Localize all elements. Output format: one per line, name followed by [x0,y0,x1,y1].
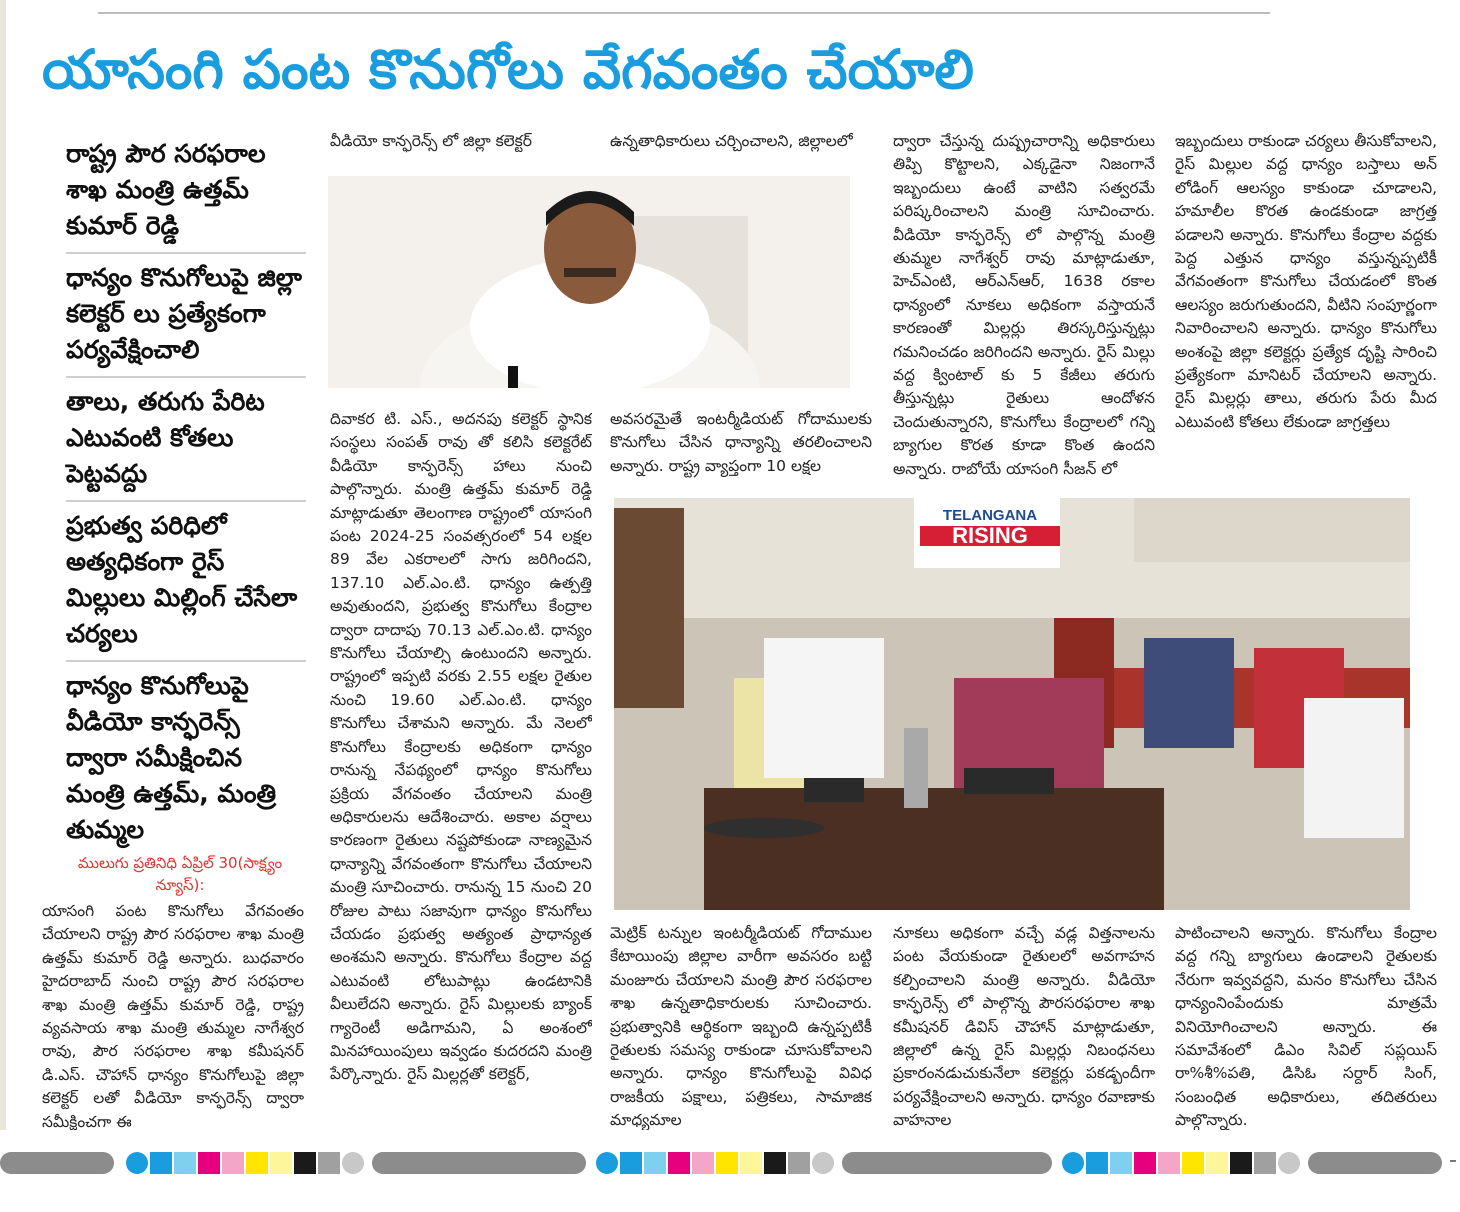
light-magenta-swatch [1158,1152,1180,1174]
light-cyan-swatch [174,1152,196,1174]
light-grey-swatch [342,1152,364,1174]
article-column-4-top: ద్వారా చేస్తున్న దుష్ప్రచారాన్ని అధికారులు తిప్పి కొట్టాలని, ఎక్కడైనా నిజంగానే ఇబ్బందులు ఉంటే వాటిని సత్వరమే పరిష్కరించాలని మంత్రి సూచించారు. వీడియో కాన్ఫరెన్స్ లో పాల్గొన్న మంత్రి తుమ్మల నాగేశ్వర్ రావు మాట్లాడుతూ, హెచ్ఎంటి, ఆర్ఎన్ఆర్, 1638 రకాల ధాన్యంలో నూకలు అధికంగా వస్తాయనే కారణంతో మిల్లర్లు తిరస్కరిస్తున్నట్లు గమనించడం జరిగిందని అన్నారు. రైస్ మిల్లు వద్ద క్వింటాల్ కు 5 కేజీలు తరుగు తీస్తున్నట్లు రైతులు ఆందోళన చెందుతున్నారని, కొనుగోలు కేంద్రాలలో గన్ని బ్యాగుల కొరత కూడా కొంత ఉందని అన్నారు. రాబోయే యాసంగి సీజన్ లో [893,132,1155,478]
light-yellow-swatch [1206,1152,1228,1174]
light-cyan-swatch [1110,1152,1132,1174]
registration-bar [1308,1152,1442,1174]
grey-swatch [1254,1152,1276,1174]
article-column-2-top: వీడియో కాన్ఫరెన్స్ లో జిల్లా కలెక్టర్ [330,132,532,150]
registration-bar [0,1152,114,1174]
banner-line-2: RISING [920,526,1060,546]
article-column-5-top: ఇబ్బందులు రాకుండా చర్యలు తీసుకోవాలని, రైస్ మిల్లుల వద్ద ధాన్యం బస్తాలు అన్ లోడింగ్ ఆలస్యం కాకుండా చూడాలని, హమాలీల కొరత ఉండకుండా జాగ్రత్త పడాలని అన్నారు. కొనుగోలు కేంద్రాల వద్దకు పెద్ద ఎత్తున ధాన్యం వస్తున్నప్పటికీ వేగవంతంగా కొనుగోలు చేయడంలో కొంత ఆలస్యం జరుగుతుందని, వీటిని సంపూర్ణంగా నివారించాలని అన్నారు. ధాన్యం కొనుగోలు అంశంపై జిల్లా కలెక్టర్లు ప్రత్యేక దృష్టి సారించి ప్రత్యేకంగా మానిటర్ చేయాలని అన్నారు. రైస్ మిల్లర్లు తాలు, తరుగు పేరు మీద ఎటువంటి కోతలు లేకుండా జాగ్రత్తలు [1175,132,1437,431]
cyan-swatch [1062,1152,1084,1174]
conference-illustration [614,498,1410,910]
black-swatch [1230,1152,1252,1174]
video-conference-photo [614,498,1410,910]
article-column-5: పాటించాలని అన్నారు. కొనుగోలు కేంద్రాల వద్ద గన్ని బ్యాగులు ఉండాలని రైతులకు నేరుగా ఇవ్వవద్దని, మనం కొనుగోలు చేసిన ధాన్యంనింపేందుకు మాత్రమే వినియోగించాలని అన్నారు. ఈ సమావేశంలో డిఎం సివిల్ సప్లయిస్ రా%శీ%పతి, డిసిఓ సర్దార్ సింగ్, సంబంధిత అధికారులు, తదితరులు పాల్గొన్నారు. [1175,924,1437,1130]
grey-swatch [788,1152,810,1174]
light-grey-swatch [1278,1152,1300,1174]
crop-mark [1450,1160,1456,1162]
light-yellow-swatch [740,1152,762,1174]
side-headline: ధాన్యం కొనుగోలుపై వీడియో కాన్ఫరెన్స్ ద్వారా సమీక్షించిన మంత్రి ఉత్తమ్, మంత్రి తుమ్మల [66,671,277,844]
side-headline: రాష్ట్ర పౌర సరఫరాల శాఖ మంత్రి ఉత్తమ్ కుమార్ రెడ్డి [66,130,306,254]
article-column-1: యాసంగి పంట కొనుగోలు వేగవంతం చేయాలని రాష్ట్ర పౌర సరఫరాల శాఖ మంత్రి ఉత్తమ్ కుమార్ రెడ్డి అన్నారు. బుధవారం హైదరాబాద్ నుంచి రాష్ట్ర పౌర సరఫరాల శాఖ మంత్రి ఉత్తమ్ కుమార్ రెడ్డి, రాష్ట్ర వ్యవసాయ శాఖ మంత్రి తుమ్మల నాగేశ్వర రావు, పౌర సరఫరాల శాఖ కమీషనర్ డి.ఎస్. చౌహాన్ ధాన్యం కొనుగోలుపై జిల్లా కలెక్టర్ లతో వీడియో కాన్ఫరెన్స్ ద్వారా సమీక్షించగా ఈ [42,902,304,1130]
minister-illustration [328,176,850,388]
cyan-swatch [150,1152,172,1174]
article-column-3-top: ఉన్నతాధికారులు చర్చించాలని, జిల్లాలలో [610,132,853,150]
magenta-swatch [1134,1152,1156,1174]
yellow-swatch [716,1152,738,1174]
side-headline: తాలు, తరుగు పేరిట ఎటువంటి కోతలు పెట్టవద్దు [66,378,306,502]
minister-photo [328,176,850,388]
registration-bar [842,1152,1052,1174]
cyan-swatch [1086,1152,1108,1174]
black-swatch [764,1152,786,1174]
side-headlines [66,130,306,856]
black-swatch [294,1152,316,1174]
magenta-swatch [198,1152,220,1174]
cyan-swatch [620,1152,642,1174]
light-magenta-swatch [692,1152,714,1174]
cyan-swatch [126,1152,148,1174]
cyan-swatch [596,1152,618,1174]
dateline: ములుగు ప్రతినిధి ఏప్రిల్ 30(సాక్ష్యం న్యూస్): [77,854,283,894]
photo-banner [920,506,1060,546]
grey-swatch [318,1152,340,1174]
yellow-swatch [1182,1152,1204,1174]
light-grey-swatch [812,1152,834,1174]
article-column-2: దివాకర టి. ఎస్., అదనపు కలెక్టర్ స్థానిక సంస్థలు సంపత్ రావు తో కలిసి కలెక్టరేట్ వీడియో కాన్ఫరెన్స్ హాలు నుంచి పాల్గొన్నారు. మంత్రి ఉత్తమ్ కుమార్ రెడ్డి మాట్లాడుతూ తెలంగాణ రాష్ట్రంలో యాసంగి పంట 2024-25 సంవత్సరంలో 54 లక్షల 89 వేల ఎకరాలలో సాగు జరిగిందని, 137.10 ఎల్.ఎం.టి. ధాన్యం ఉత్పత్తి అవుతుందని, ప్రభుత్వ కొనుగోలు కేంద్రాల ద్వారా దాదాపు 70.13 ఎల్.ఎం.టి. ధాన్యం కొనుగోలు చేయాల్సి ఉంటుందని అన్నారు. రాష్ట్రంలో ఇప్పటి వరకు 2.55 లక్షల రైతుల నుంచి 19.60 ఎల్.ఎం.టి. ధాన్యం కొనుగోలు చేశామని అన్నారు. మే నెలలో కొనుగోలు కేంద్రాలకు అధికంగా ధాన్యం రానున్న నేపథ్యంలో ధాన్యం కొనుగోలు ప్రక్రియ వేగవంతం చేయాలని మంత్రి అధికారులను ఆదేశించారు. అకాల వర్షాలు కారణంగా రైతులు నష్టపోకుండా నాణ్యమైన ధాన్యాన్ని వేగవంతంగా కొనుగోలు చేయాలని మంత్రి సూచించారు. రానున్న 15 నుంచి 20 రోజుల పాటు సజావుగా ధాన్యం కొనుగోలు చేయడం ప్రభుత్వ అత్యంత ప్రాధాన్యత అంశమని అన్నారు. కొనుగోలు కేంద్రాల వద్ద ఎటువంటి లోటుపాట్లు ఉండటానికి వీలులేదని అన్నారు. రైస్ మిల్లులకు బ్యాంక్ గ్యారెంటీ అడిగామని, ఏ అంశంలో మినహాయింపులు ఇవ్వడం కుదరదని మంత్రి పేర్కొన్నారు. రైస్ మిల్లర్లతో కలెక్టర్, [330,410,592,1084]
light-yellow-swatch [270,1152,292,1174]
top-rule [98,12,1270,14]
page-edge [0,0,6,1130]
magenta-swatch [668,1152,690,1174]
side-headline: ధాన్యం కొనుగోలుపై జిల్లా కలెక్టర్ లు ప్రత్యేకంగా పర్యవేక్షించాలి [66,254,306,378]
article-column-3: మెట్రిక్ టన్నుల ఇంటర్మీడియట్ గోదాముల కేటాయింపు జిల్లాల వారీగా అవసరం బట్టి మంజూరు చేయాలని మంత్రి పౌర సరఫరాల శాఖ ఉన్నతాధికారులకు సూచించారు. ప్రభుత్వానికి ఆర్థికంగా ఇబ్బంది ఉన్నప్పటికీ రైతులకు సమస్య రాకుండా చూసుకోవాలని అన్నారు. ధాన్యం కొనుగోలుపై వివిధ రాజకీయ పక్షాలు, పత్రికలు, సామాజిక మాధ్యమాల [610,924,872,1130]
registration-bar [372,1152,586,1174]
banner-line-1: TELANGANA [942,507,1038,524]
yellow-swatch [246,1152,268,1174]
side-headline: ప్రభుత్వ పరిధిలో అత్యధికంగా రైస్ మిల్లులు మిల్లింగ్ చేసేలా చర్యలు [66,502,306,662]
article-column-4: నూకలు అధికంగా వచ్చే వడ్ల విత్తనాలను పంట వేయకుండా రైతులలో అవగాహన కల్పించాలని మంత్రి అన్నారు. వీడియో కాన్ఫరెన్స్ లో పాల్గొన్న పౌరసరఫరాల శాఖ కమీషనర్ డివిస్ చౌహాన్ మాట్లాడుతూ, జిల్లాలో ఉన్న రైస్ మిల్లర్లు నిబంధనలు ప్రకారంనడుచుకునేలా కలెక్టర్లు పకడ్బందీగా పర్యవేక్షించాలని అన్నారు. ధాన్యం రవాణాకు వాహనాల [893,924,1155,1130]
light-cyan-swatch [644,1152,666,1174]
light-magenta-swatch [222,1152,244,1174]
headline: యాసంగి పంట కొనుగోలు వేగవంతం చేయాలి [42,38,974,101]
article-column-3-mid: అవసరమైతే ఇంటర్మీడియట్ గోదాములకు కొనుగోలు చేసిన ధాన్యాన్ని తరలించాలని అన్నారు. రాష్ట్ర వ్యాప్తంగా 10 లక్షల [610,410,872,475]
